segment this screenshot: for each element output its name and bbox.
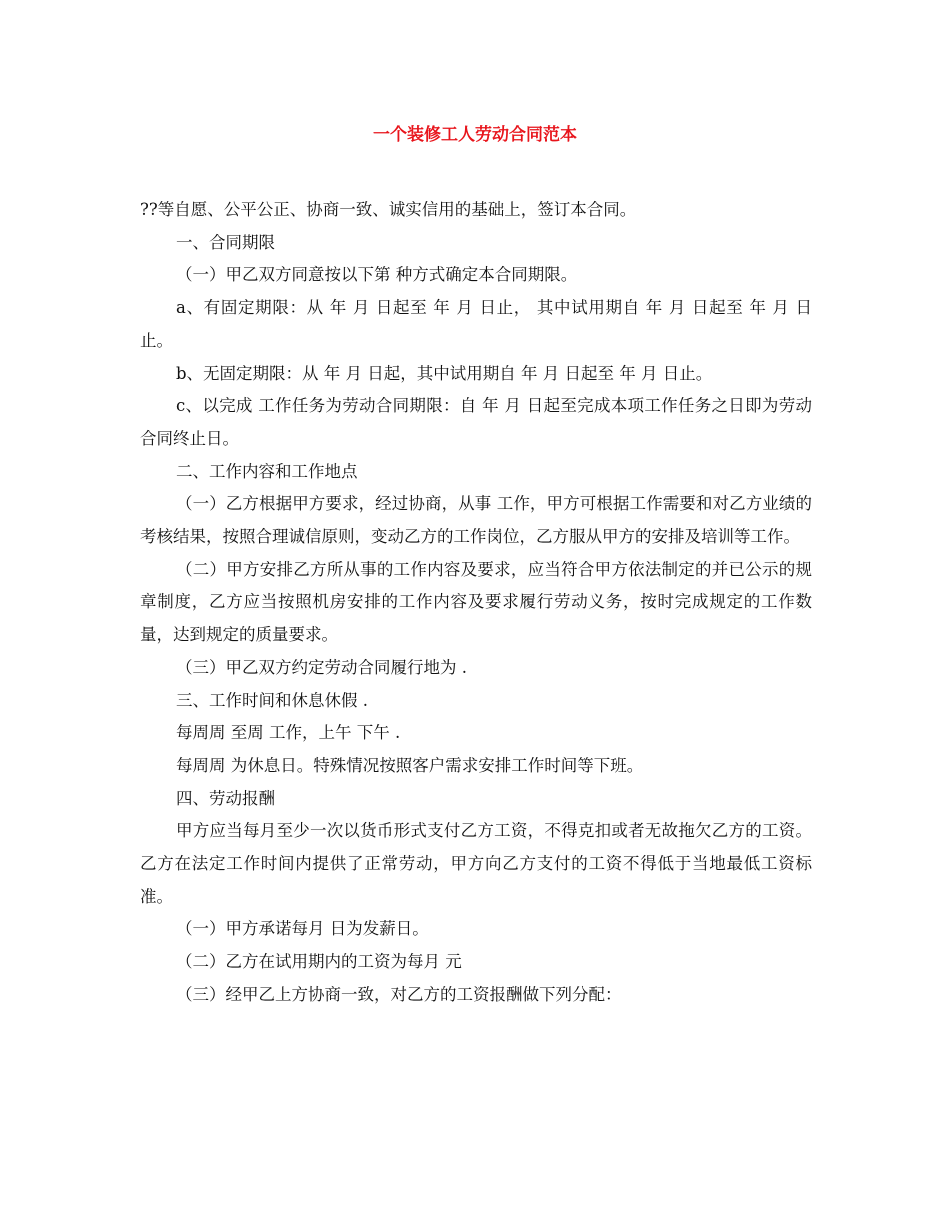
paragraph: 每周周 至周 工作，上午 下午 .: [176, 723, 401, 743]
paragraph: c、以完成 工作任务为劳动合同期限：自 年 月 日起至完成本项工作任务之日即为劳动合同终止日。: [140, 396, 812, 448]
paragraph: 四、劳动报酬: [176, 788, 275, 808]
paragraph: （一）甲乙双方同意按以下第 种方式确定本合同期限。: [176, 265, 578, 285]
paragraph: （一）甲方承诺每月 日为发薪日。: [176, 919, 429, 939]
document-body: [140, 194, 812, 1012]
paragraph: ??等自愿、公平公正、协商一致、诚实信用的基础上，签订本合同。: [140, 200, 637, 219]
paragraph: 二、工作内容和工作地点: [176, 461, 358, 481]
paragraph: 每周周 为休息日。特殊情况按照客户需求安排工作时间等下班。: [176, 755, 644, 775]
paragraph: a、有固定期限：从 年 月 日起至 年 月 日止， 其中试用期自 年 月 日起至 年 月 日止。: [140, 298, 812, 350]
paragraph: （二）乙方在试用期内的工资为每月 元: [176, 952, 462, 972]
paragraph: （二）甲方安排乙方所从事的工作内容及要求，应当符合甲方依法制定的并已公示的规章制度，乙方应当按照机房安排的工作内容及要求履行劳动义务，按时完成规定的工作数量，达到规定的质量要求。: [140, 559, 812, 645]
paragraph: 一、合同期限: [176, 232, 275, 252]
paragraph: 三、工作时间和休息休假 .: [176, 690, 368, 710]
paragraph: （三）经甲乙上方协商一致，对乙方的工资报酬做下列分配：: [176, 984, 622, 1004]
paragraph: （一）乙方根据甲方要求，经过协商，从事 工作，甲方可根据工作需要和对乙方业绩的考核结果，按照合理诚信原则，变动乙方的工作岗位，乙方服从甲方的安排及培训等工作。: [140, 494, 812, 547]
paragraph: （三）甲乙双方约定劳动合同履行地为 .: [176, 657, 467, 677]
paragraph: b、无固定期限：从 年 月 日起，其中试用期自 年 月 日起至 年 月 日止。: [176, 363, 713, 383]
document-title: 一个装修工人劳动合同范本: [373, 125, 577, 145]
paragraph: 甲方应当每月至少一次以货币形式支付乙方工资，不得克扣或者无故拖欠乙方的工资。乙方在法定工作时间内提供了正常劳动，甲方向乙方支付的工资不得低于当地最低工资标准。: [140, 821, 812, 906]
